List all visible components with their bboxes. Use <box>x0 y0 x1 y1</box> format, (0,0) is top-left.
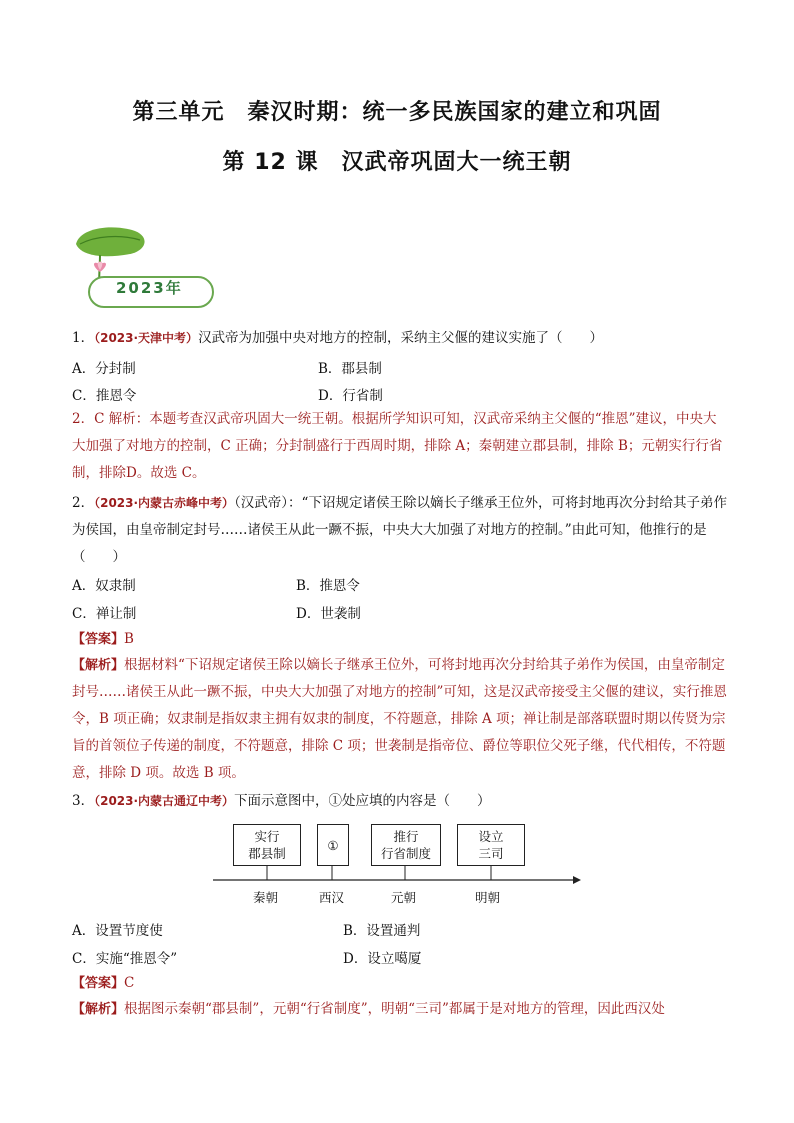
q1-analysis: 2．C 解析：本题考查汉武帝巩固大一统王朝。根据所学知识可知，汉武帝采纳主父偃的“推恩”建议，中央大大加强了对地方的控制，C 正确；分封制盛行于西周时期，排除 A；秦朝建立郡县制，排除 B；元朝实行行省制，排除D。故选 C。 <box>72 411 723 481</box>
diagram-label-xihan: 西汉 <box>319 890 345 905</box>
q3-option-d: D．设立噶厦 <box>343 951 422 967</box>
q2-answer-tag: 【答案】 <box>72 632 125 647</box>
q3-stem: 下面示意图中，①处应填的内容是（ ） <box>234 793 491 809</box>
q1-number: 1． <box>72 330 95 346</box>
q1-source: （2023·天津中考） <box>94 331 199 345</box>
q3-number: 3． <box>72 793 95 809</box>
q2-stem: （汉武帝）：“下诏规定诸侯王除以嫡长子继承王位外，可将封地再次分封给其子弟作为侯国，由皇帝制定封号……诸侯王从此一蹶不振，中央大大加强了对地方的控制。”由此可知，他推行的是（ ） <box>72 495 727 565</box>
diagram-box-qin: 实行 郡县制 <box>233 824 301 866</box>
question-2 <box>72 490 727 571</box>
q1-option-c: C．推恩令 <box>72 388 137 404</box>
lesson-title: 第 12 课 汉武帝巩固大一统王朝 <box>222 150 572 175</box>
q2-option-c: C．禅让制 <box>72 606 137 622</box>
diagram-box-ming: 设立 三司 <box>457 824 525 866</box>
q3-option-b: B．设置通判 <box>343 923 421 939</box>
question-1 <box>72 329 603 347</box>
q2-answer <box>72 630 134 649</box>
diagram-label-yuan: 元朝 <box>391 890 417 905</box>
q3-answer <box>72 974 134 993</box>
q2-option-b: B．推恩令 <box>296 578 360 594</box>
q3-answer-tag: 【答案】 <box>72 976 125 991</box>
q3-option-a: A．设置节度使 <box>72 923 163 939</box>
q2-number: 2． <box>72 495 95 511</box>
q2-answer-value: B <box>124 631 134 647</box>
year-badge-label: 2023年 <box>116 279 183 297</box>
q3-analysis-tag: 【解析】 <box>72 1002 125 1017</box>
q2-option-d: D．世袭制 <box>296 606 361 622</box>
diagram-label-ming: 明朝 <box>475 890 501 905</box>
diagram-label-qin: 秦朝 <box>253 890 279 905</box>
q2-analysis <box>72 652 727 787</box>
q3-source: （2023·内蒙古通辽中考） <box>94 794 235 808</box>
q2-option-a: A．奴隶制 <box>72 578 136 594</box>
question-3 <box>72 792 491 810</box>
q1-stem: 汉武帝为加强中央对地方的控制，采纳主父偃的建议实施了（ ） <box>198 330 604 346</box>
q1-option-d: D．行省制 <box>318 388 383 404</box>
q3-analysis <box>72 996 727 1023</box>
diagram-box-yuan: 推行 行省制度 <box>371 824 441 866</box>
q2-analysis-tag: 【解析】 <box>72 658 125 673</box>
timeline-diagram <box>205 818 585 913</box>
q3-answer-value: C <box>124 975 135 991</box>
q1-option-a: A．分封制 <box>72 361 136 377</box>
q3-option-c: C．实施“推恩令” <box>72 951 178 967</box>
q1-option-b: B．郡县制 <box>318 361 382 377</box>
q2-analysis-text: 根据材料“下诏规定诸侯王除以嫡长子继承王位外，可将封地再次分封给其子弟作为侯国，由皇帝制定封号……诸侯王从此一蹶不振，中央大大加强了对地方的控制”可知，这是汉武帝接受主父偃的建议，实行推恩令，B 项正确；奴隶制是指奴隶主拥有奴隶的制度，不符题意，排除 A 项；禅让制是部落联盟时期以传贤为宗旨的首领位子传递的制度，不符题意，排除 C 项；世袭制是指帝位、爵位等职位父死子继，代代相传，不符题意，排除 D 项。故选 B 项。 <box>72 657 727 781</box>
q3-analysis-text: 根据图示秦朝“郡县制”，元朝“行省制度”，明朝“三司”都属于是对地方的管理，因此西汉处 <box>124 1001 665 1017</box>
q2-source: （2023·内蒙古赤峰中考） <box>94 496 235 510</box>
unit-title: 第三单元 秦汉时期：统一多民族国家的建立和巩固 <box>132 100 662 125</box>
year-badge <box>70 222 215 312</box>
diagram-box-blank: ① <box>317 824 349 866</box>
